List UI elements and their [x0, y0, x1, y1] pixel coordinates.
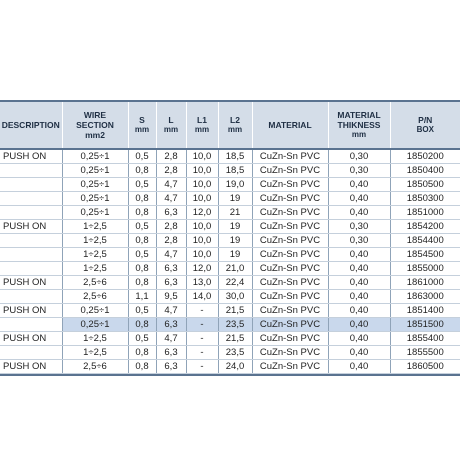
table-row [0, 234, 460, 248]
cell-s: 0,8 [128, 262, 156, 276]
table-row [0, 178, 460, 192]
cell-l: 6,3 [156, 276, 186, 290]
cell-wire-section: 2,5÷6 [62, 276, 128, 290]
cell-description: PUSH ON [0, 360, 62, 374]
table-row [0, 346, 460, 360]
table-row [0, 304, 460, 318]
cell-description: PUSH ON [0, 332, 62, 346]
cell-pn-box: 1851400 [390, 304, 460, 318]
cell-thickness: 0,40 [328, 192, 390, 206]
cell-description [0, 318, 62, 332]
cell-l2: 19 [218, 220, 252, 234]
cell-l1: 14,0 [186, 290, 218, 304]
col-s: S mm [128, 101, 156, 149]
cell-description [0, 234, 62, 248]
cell-wire-section: 1÷2,5 [62, 262, 128, 276]
cell-wire-section: 1÷2,5 [62, 332, 128, 346]
cell-pn-box: 1854500 [390, 248, 460, 262]
cell-l: 4,7 [156, 304, 186, 318]
cell-description [0, 164, 62, 178]
cell-l1: 10,0 [186, 164, 218, 178]
cell-thickness: 0,40 [328, 206, 390, 220]
cell-material: CuZn-Sn PVC [252, 149, 328, 164]
table-row [0, 318, 460, 332]
cell-l: 6,3 [156, 206, 186, 220]
table-row [0, 192, 460, 206]
cell-l: 2,8 [156, 220, 186, 234]
cell-l2: 21,5 [218, 304, 252, 318]
cell-l1: 10,0 [186, 178, 218, 192]
table-row [0, 220, 460, 234]
cell-wire-section: 0,25÷1 [62, 178, 128, 192]
cell-pn-box: 1855400 [390, 332, 460, 346]
cell-s: 0,5 [128, 220, 156, 234]
table-row [0, 248, 460, 262]
cell-material: CuZn-Sn PVC [252, 178, 328, 192]
cell-thickness: 0,40 [328, 304, 390, 318]
cell-s: 0,8 [128, 276, 156, 290]
cell-thickness: 0,40 [328, 332, 390, 346]
cell-wire-section: 0,25÷1 [62, 164, 128, 178]
cell-thickness: 0,40 [328, 178, 390, 192]
cell-l: 2,8 [156, 234, 186, 248]
cell-s: 1,1 [128, 290, 156, 304]
cell-material: CuZn-Sn PVC [252, 164, 328, 178]
cell-l: 4,7 [156, 178, 186, 192]
cell-s: 0,5 [128, 304, 156, 318]
table-row [0, 262, 460, 276]
cell-material: CuZn-Sn PVC [252, 192, 328, 206]
cell-l2: 19,0 [218, 178, 252, 192]
cell-thickness: 0,40 [328, 360, 390, 374]
cell-l2: 19 [218, 234, 252, 248]
col-pn-box: P/N BOX [390, 101, 460, 149]
cell-s: 0,8 [128, 346, 156, 360]
table-row [0, 164, 460, 178]
cell-l2: 19 [218, 248, 252, 262]
table-bottom-rule [0, 374, 460, 376]
cell-s: 0,8 [128, 192, 156, 206]
cell-l2: 22,4 [218, 276, 252, 290]
cell-material: CuZn-Sn PVC [252, 234, 328, 248]
col-thickness: MATERIAL THIKNESS mm [328, 101, 390, 149]
cell-l: 6,3 [156, 360, 186, 374]
cell-l1: 10,0 [186, 248, 218, 262]
cell-description [0, 262, 62, 276]
cell-pn-box: 1850300 [390, 192, 460, 206]
cell-l2: 23,5 [218, 346, 252, 360]
col-description: DESCRIPTION [0, 101, 62, 149]
table-row [0, 332, 460, 346]
cell-pn-box: 1850400 [390, 164, 460, 178]
cell-l: 4,7 [156, 192, 186, 206]
table-row [0, 276, 460, 290]
cell-material: CuZn-Sn PVC [252, 276, 328, 290]
cell-l2: 30,0 [218, 290, 252, 304]
cell-wire-section: 1÷2,5 [62, 248, 128, 262]
cell-wire-section: 2,5÷6 [62, 360, 128, 374]
cell-pn-box: 1855500 [390, 346, 460, 360]
cell-wire-section: 0,25÷1 [62, 304, 128, 318]
cell-l: 2,8 [156, 149, 186, 164]
cell-l: 6,3 [156, 262, 186, 276]
cell-pn-box: 1850200 [390, 149, 460, 164]
cell-description [0, 192, 62, 206]
cell-material: CuZn-Sn PVC [252, 318, 328, 332]
cell-l2: 18,5 [218, 149, 252, 164]
cell-description [0, 346, 62, 360]
cell-pn-box: 1855000 [390, 262, 460, 276]
cell-thickness: 0,30 [328, 220, 390, 234]
cell-thickness: 0,30 [328, 164, 390, 178]
cell-s: 0,5 [128, 149, 156, 164]
cell-thickness: 0,40 [328, 346, 390, 360]
cell-thickness: 0,30 [328, 149, 390, 164]
cell-s: 0,8 [128, 360, 156, 374]
cell-pn-box: 1850500 [390, 178, 460, 192]
cell-pn-box: 1851000 [390, 206, 460, 220]
table-row [0, 206, 460, 220]
cell-l2: 24,0 [218, 360, 252, 374]
cell-wire-section: 0,25÷1 [62, 192, 128, 206]
cell-material: CuZn-Sn PVC [252, 304, 328, 318]
cell-l: 9,5 [156, 290, 186, 304]
cell-l1: - [186, 360, 218, 374]
cell-wire-section: 0,25÷1 [62, 149, 128, 164]
cell-l2: 19 [218, 192, 252, 206]
col-wire-section: WIRE SECTION mm2 [62, 101, 128, 149]
cell-s: 0,5 [128, 248, 156, 262]
cell-l2: 21,5 [218, 332, 252, 346]
cell-material: CuZn-Sn PVC [252, 360, 328, 374]
table-header [0, 101, 460, 149]
cell-material: CuZn-Sn PVC [252, 248, 328, 262]
cell-pn-box: 1861000 [390, 276, 460, 290]
cell-l1: - [186, 346, 218, 360]
cell-l2: 23,5 [218, 318, 252, 332]
cell-l1: - [186, 332, 218, 346]
cell-l: 4,7 [156, 332, 186, 346]
cell-pn-box: 1863000 [390, 290, 460, 304]
table-row [0, 149, 460, 164]
col-l1: L1 mm [186, 101, 218, 149]
cell-s: 0,5 [128, 178, 156, 192]
cell-thickness: 0,40 [328, 262, 390, 276]
table-row [0, 290, 460, 304]
cell-thickness: 0,30 [328, 234, 390, 248]
table-body [0, 149, 460, 374]
col-l2: L2 mm [218, 101, 252, 149]
cell-description [0, 206, 62, 220]
cell-wire-section: 0,25÷1 [62, 206, 128, 220]
cell-l1: - [186, 304, 218, 318]
cell-s: 0,8 [128, 234, 156, 248]
cell-l1: 13,0 [186, 276, 218, 290]
cell-material: CuZn-Sn PVC [252, 332, 328, 346]
cell-l1: - [186, 318, 218, 332]
cell-thickness: 0,40 [328, 318, 390, 332]
cell-wire-section: 0,25÷1 [62, 318, 128, 332]
cell-l2: 21 [218, 206, 252, 220]
terminal-spec-table [0, 100, 460, 374]
cell-s: 0,8 [128, 206, 156, 220]
cell-pn-box: 1851500 [390, 318, 460, 332]
cell-thickness: 0,40 [328, 290, 390, 304]
product-table-sheet [0, 100, 460, 374]
cell-pn-box: 1860500 [390, 360, 460, 374]
cell-l1: 10,0 [186, 220, 218, 234]
cell-pn-box: 1854400 [390, 234, 460, 248]
cell-description: PUSH ON [0, 304, 62, 318]
cell-material: CuZn-Sn PVC [252, 206, 328, 220]
col-material: MATERIAL [252, 101, 328, 149]
cell-l2: 21,0 [218, 262, 252, 276]
cell-l1: 10,0 [186, 234, 218, 248]
cell-wire-section: 1÷2,5 [62, 220, 128, 234]
cell-pn-box: 1854200 [390, 220, 460, 234]
cell-material: CuZn-Sn PVC [252, 290, 328, 304]
cell-s: 0,8 [128, 164, 156, 178]
cell-material: CuZn-Sn PVC [252, 262, 328, 276]
cell-s: 0,5 [128, 332, 156, 346]
cell-material: CuZn-Sn PVC [252, 346, 328, 360]
table-row [0, 360, 460, 374]
cell-wire-section: 2,5÷6 [62, 290, 128, 304]
cell-l: 6,3 [156, 318, 186, 332]
col-l: L mm [156, 101, 186, 149]
cell-description: PUSH ON [0, 276, 62, 290]
cell-wire-section: 1÷2,5 [62, 346, 128, 360]
cell-material: CuZn-Sn PVC [252, 220, 328, 234]
cell-l1: 10,0 [186, 192, 218, 206]
cell-description [0, 290, 62, 304]
cell-l1: 10,0 [186, 149, 218, 164]
cell-description: PUSH ON [0, 220, 62, 234]
cell-wire-section: 1÷2,5 [62, 234, 128, 248]
cell-s: 0,8 [128, 318, 156, 332]
cell-description [0, 178, 62, 192]
cell-thickness: 0,40 [328, 276, 390, 290]
cell-description: PUSH ON [0, 149, 62, 164]
cell-l: 6,3 [156, 346, 186, 360]
cell-l1: 12,0 [186, 262, 218, 276]
cell-l: 2,8 [156, 164, 186, 178]
cell-thickness: 0,40 [328, 248, 390, 262]
cell-l2: 18,5 [218, 164, 252, 178]
cell-l1: 12,0 [186, 206, 218, 220]
cell-description [0, 248, 62, 262]
cell-l: 4,7 [156, 248, 186, 262]
